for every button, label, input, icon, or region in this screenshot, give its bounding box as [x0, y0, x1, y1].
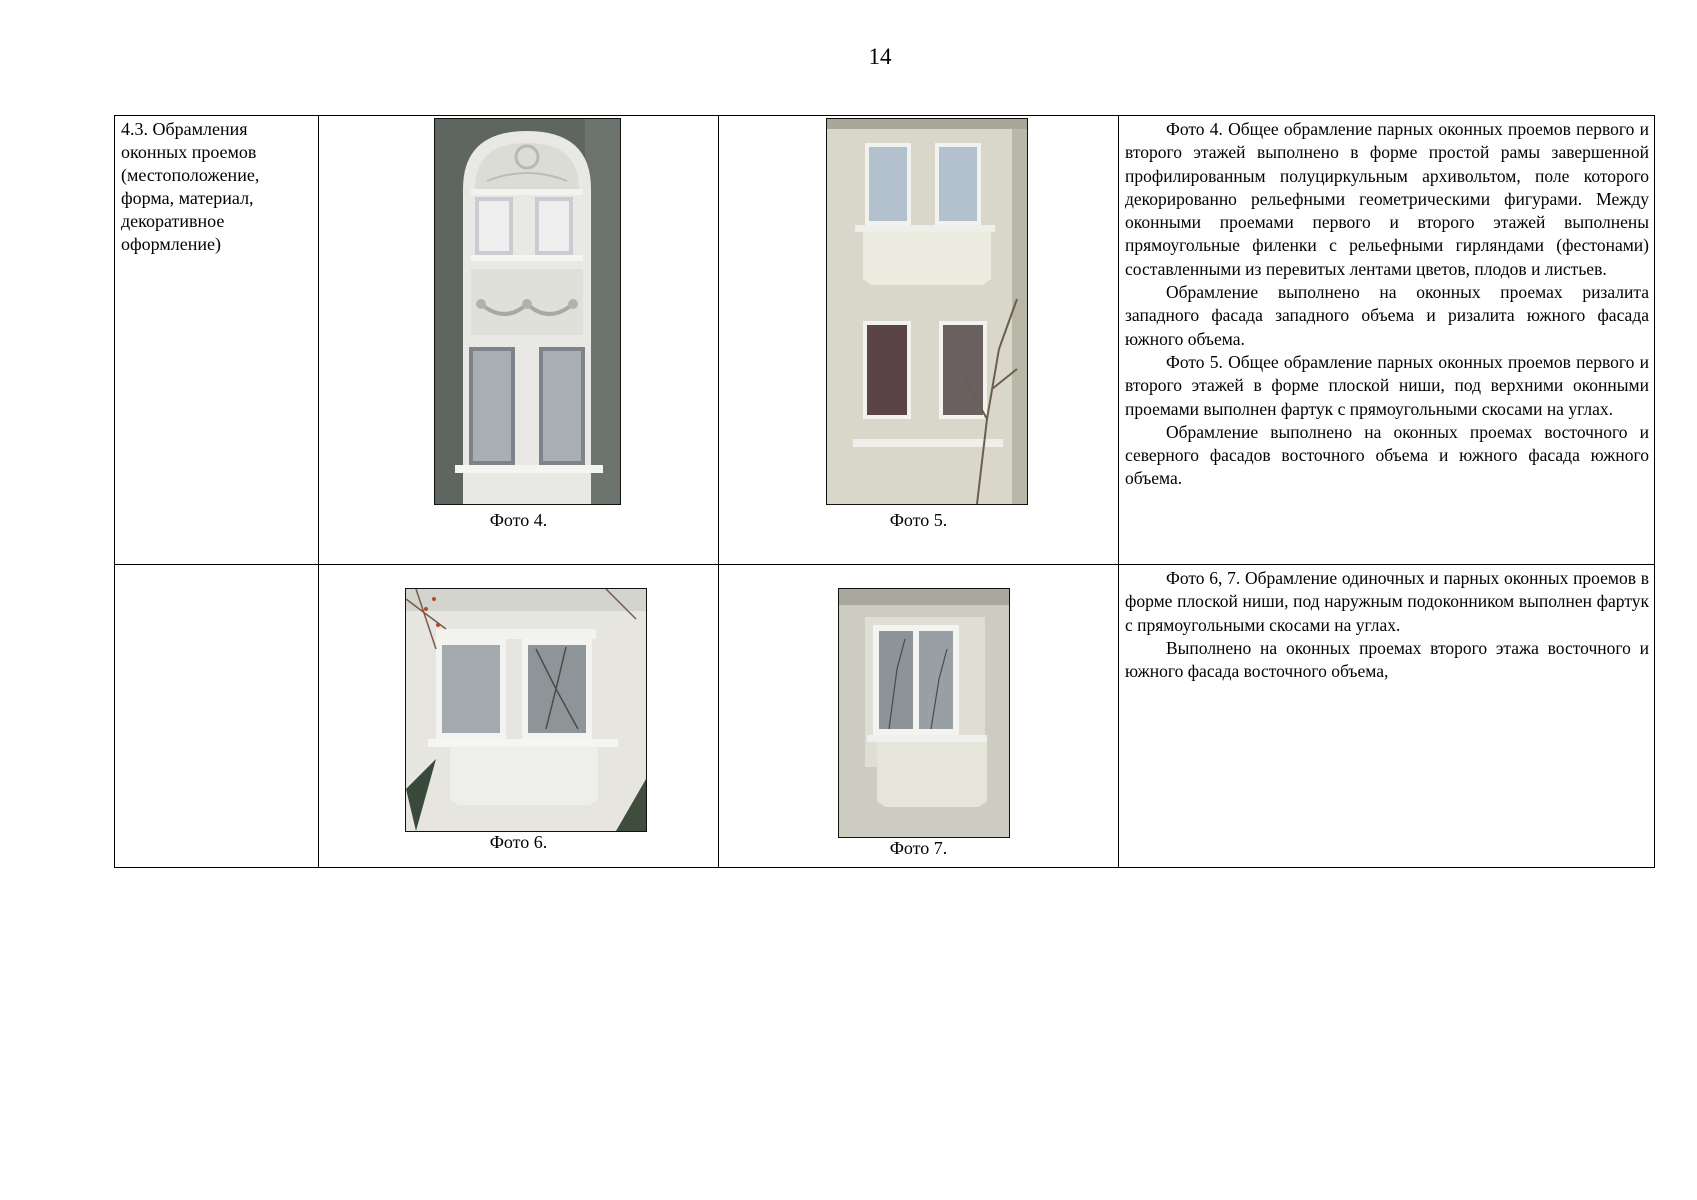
description-text: [1119, 116, 1655, 565]
photo-cell: [319, 565, 719, 868]
photo-7: [838, 588, 1010, 838]
photo-caption: Фото 6.: [489, 832, 548, 852]
photo-caption: Фото 4.: [489, 510, 548, 530]
photo-cell: [719, 116, 1119, 565]
paragraph: Выполнено на оконных проемах второго этажа восточного и южного фасада восточного объема,: [1125, 637, 1649, 682]
description-table: [114, 115, 1655, 868]
row-label: 4.3. Обрамления оконных проемов (местоположение, форма, материал, декоративное оформление): [115, 116, 319, 565]
paragraph: Фото 6, 7. Обрамление одиночных и парных оконных проемов в форме плоской ниши, под наружным подоконником выполнен фартук с прямоугольными скосами на углах.: [1125, 568, 1649, 635]
photo-caption: Фото 7.: [889, 838, 948, 858]
table-row: [115, 116, 1655, 565]
row-label: [115, 565, 319, 868]
description-text: [1119, 565, 1655, 868]
paragraph: Фото 5. Общее обрамление парных оконных проемов первого и второго этажей в форме плоской ниши, под верхними оконными проемами выполнен фартук с прямоугольными скосами на углах.: [1125, 351, 1649, 419]
paragraph: Фото 4. Общее обрамление парных оконных проемов первого и второго этажей выполнено в форме простой рамы завершенной профилированным полуциркульным архивольтом, поле которого декорированно рельефными геометрическими фигурами. Между оконными проемами первого и второго этажей выполнены прямоугольные филенки с рельефными гирляндами (фестонами) составленными из перевитых лентами цветов, плодов и листьев.: [1125, 119, 1649, 279]
photo-6: [405, 588, 647, 832]
photo-cell: [319, 116, 719, 565]
photo-cell: [719, 565, 1119, 868]
photo-4: [434, 118, 621, 505]
paragraph: Обрамление выполнено на оконных проемах ризалита западного фасада западного объема и ризалита южного фасада южного объема.: [1125, 282, 1649, 349]
paragraph: Обрамление выполнено на оконных проемах восточного и северного фасадов восточного объема и южного фасада южного объема.: [1125, 421, 1649, 489]
table-row: [115, 565, 1655, 868]
photo-5: [826, 118, 1028, 505]
page-number: 14: [868, 44, 892, 69]
photo-caption: Фото 5.: [889, 510, 948, 530]
